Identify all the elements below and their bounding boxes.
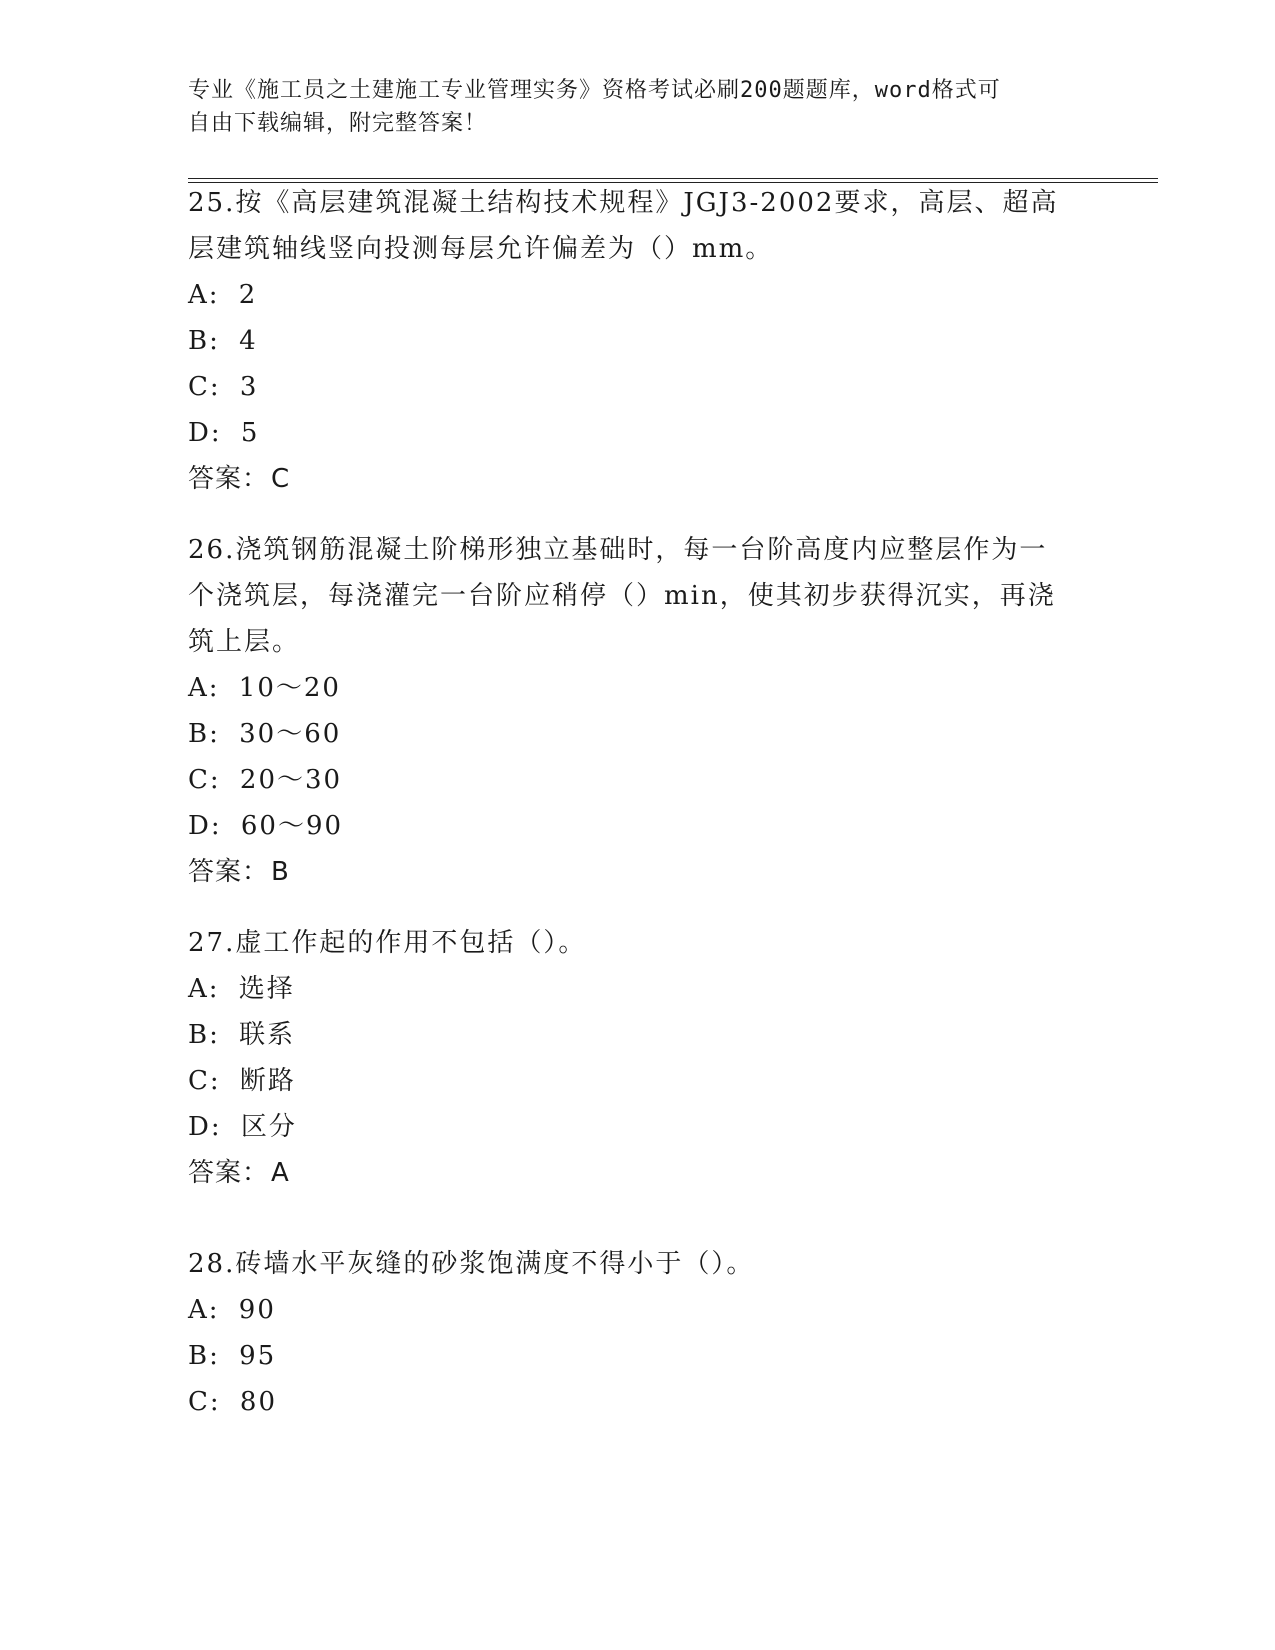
option-letter: B — [188, 326, 210, 356]
option-d — [188, 410, 1088, 456]
option-separator: : — [209, 372, 221, 402]
option-separator: : — [208, 280, 220, 310]
option-text: 20～30 — [239, 765, 343, 795]
option-separator: : — [210, 1112, 222, 1142]
option-c — [188, 364, 1088, 410]
question-stem-line: 26.浇筑钢筋混凝土阶梯形独立基础时，每一台阶高度内应整层作为一 — [188, 535, 1048, 565]
question-stem-line: 28.砖墙水平灰缝的砂浆饱满度不得小于（）。 — [188, 1249, 755, 1279]
option-c — [188, 757, 1088, 803]
question-27 — [188, 920, 1088, 1196]
option-b — [188, 711, 1088, 757]
option-text: 2 — [238, 280, 258, 310]
option-separator: : — [210, 811, 222, 841]
answer-line — [188, 1150, 1088, 1196]
answer-value: A — [271, 1158, 290, 1188]
option-text: 5 — [240, 418, 260, 448]
option-b — [188, 1333, 1088, 1379]
header-line-1: 专业《施工员之土建施工专业管理实务》资格考试必刷200题题库，word格式可 — [188, 78, 1001, 103]
option-separator: : — [209, 1387, 221, 1417]
header-line-2: 自由下载编辑，附完整答案！ — [188, 111, 488, 136]
option-separator: : — [209, 1020, 220, 1050]
option-text: 4 — [239, 326, 258, 356]
answer-label: 答案： — [188, 1158, 270, 1188]
option-separator: : — [209, 326, 220, 356]
option-letter: C — [188, 372, 210, 402]
option-a — [188, 272, 1088, 318]
option-letter: A — [188, 974, 209, 1004]
option-separator: : — [208, 1295, 220, 1325]
option-d — [188, 1104, 1088, 1150]
option-separator: : — [208, 974, 220, 1004]
option-letter: A — [188, 280, 209, 310]
option-letter: D — [188, 811, 211, 841]
option-b — [188, 318, 1088, 364]
option-letter: C — [188, 765, 210, 795]
question-28 — [188, 1241, 1088, 1425]
option-letter: A — [188, 673, 209, 703]
option-text: 90 — [238, 1295, 276, 1325]
option-text: 95 — [239, 1341, 277, 1371]
option-separator: : — [209, 765, 221, 795]
option-c — [188, 1379, 1088, 1425]
option-separator: : — [208, 673, 220, 703]
answer-line — [188, 849, 1088, 895]
option-text: 80 — [239, 1387, 277, 1417]
option-a — [188, 1287, 1088, 1333]
option-letter: D — [188, 418, 211, 448]
option-letter: C — [188, 1066, 210, 1096]
question-stem-line: 个浇筑层，每浇灌完一台阶应稍停（）min，使其初步获得沉实，再浇 — [188, 581, 1056, 611]
question-stem-line: 筑上层。 — [188, 627, 301, 657]
option-text: 3 — [239, 372, 259, 402]
option-text: 60～90 — [240, 811, 344, 841]
option-text: 区分 — [240, 1112, 297, 1142]
option-text: 30～60 — [239, 719, 342, 749]
question-25 — [188, 180, 1088, 502]
answer-value: C — [271, 464, 291, 494]
option-separator: : — [209, 1341, 220, 1371]
answer-label: 答案： — [188, 857, 270, 887]
option-letter: B — [188, 1020, 210, 1050]
option-letter: C — [188, 1387, 210, 1417]
option-text: 联系 — [239, 1020, 296, 1050]
option-letter: B — [188, 1341, 210, 1371]
option-c — [188, 1058, 1088, 1104]
question-26 — [188, 527, 1088, 895]
option-letter: B — [188, 719, 210, 749]
option-separator: : — [209, 719, 220, 749]
question-stem-line: 层建筑轴线竖向投测每层允许偏差为（）mm。 — [188, 234, 774, 264]
question-stem-line: 25.按《高层建筑混凝土结构技术规程》JGJ3-2002要求，高层、超高 — [188, 188, 1059, 218]
option-a — [188, 966, 1088, 1012]
option-separator: : — [210, 418, 222, 448]
answer-value: B — [271, 857, 290, 887]
option-d — [188, 803, 1088, 849]
answer-label: 答案： — [188, 464, 270, 494]
option-a — [188, 665, 1088, 711]
option-b — [188, 1012, 1088, 1058]
question-stem-line: 27.虚工作起的作用不包括（）。 — [188, 928, 587, 958]
option-text: 断路 — [239, 1066, 296, 1096]
option-text: 选择 — [238, 974, 295, 1004]
option-letter: A — [188, 1295, 209, 1325]
answer-line — [188, 456, 1088, 502]
option-separator: : — [209, 1066, 221, 1096]
header-divider-top — [188, 178, 1158, 179]
document-header — [188, 74, 1068, 140]
option-text: 10～20 — [238, 673, 341, 703]
option-letter: D — [188, 1112, 211, 1142]
